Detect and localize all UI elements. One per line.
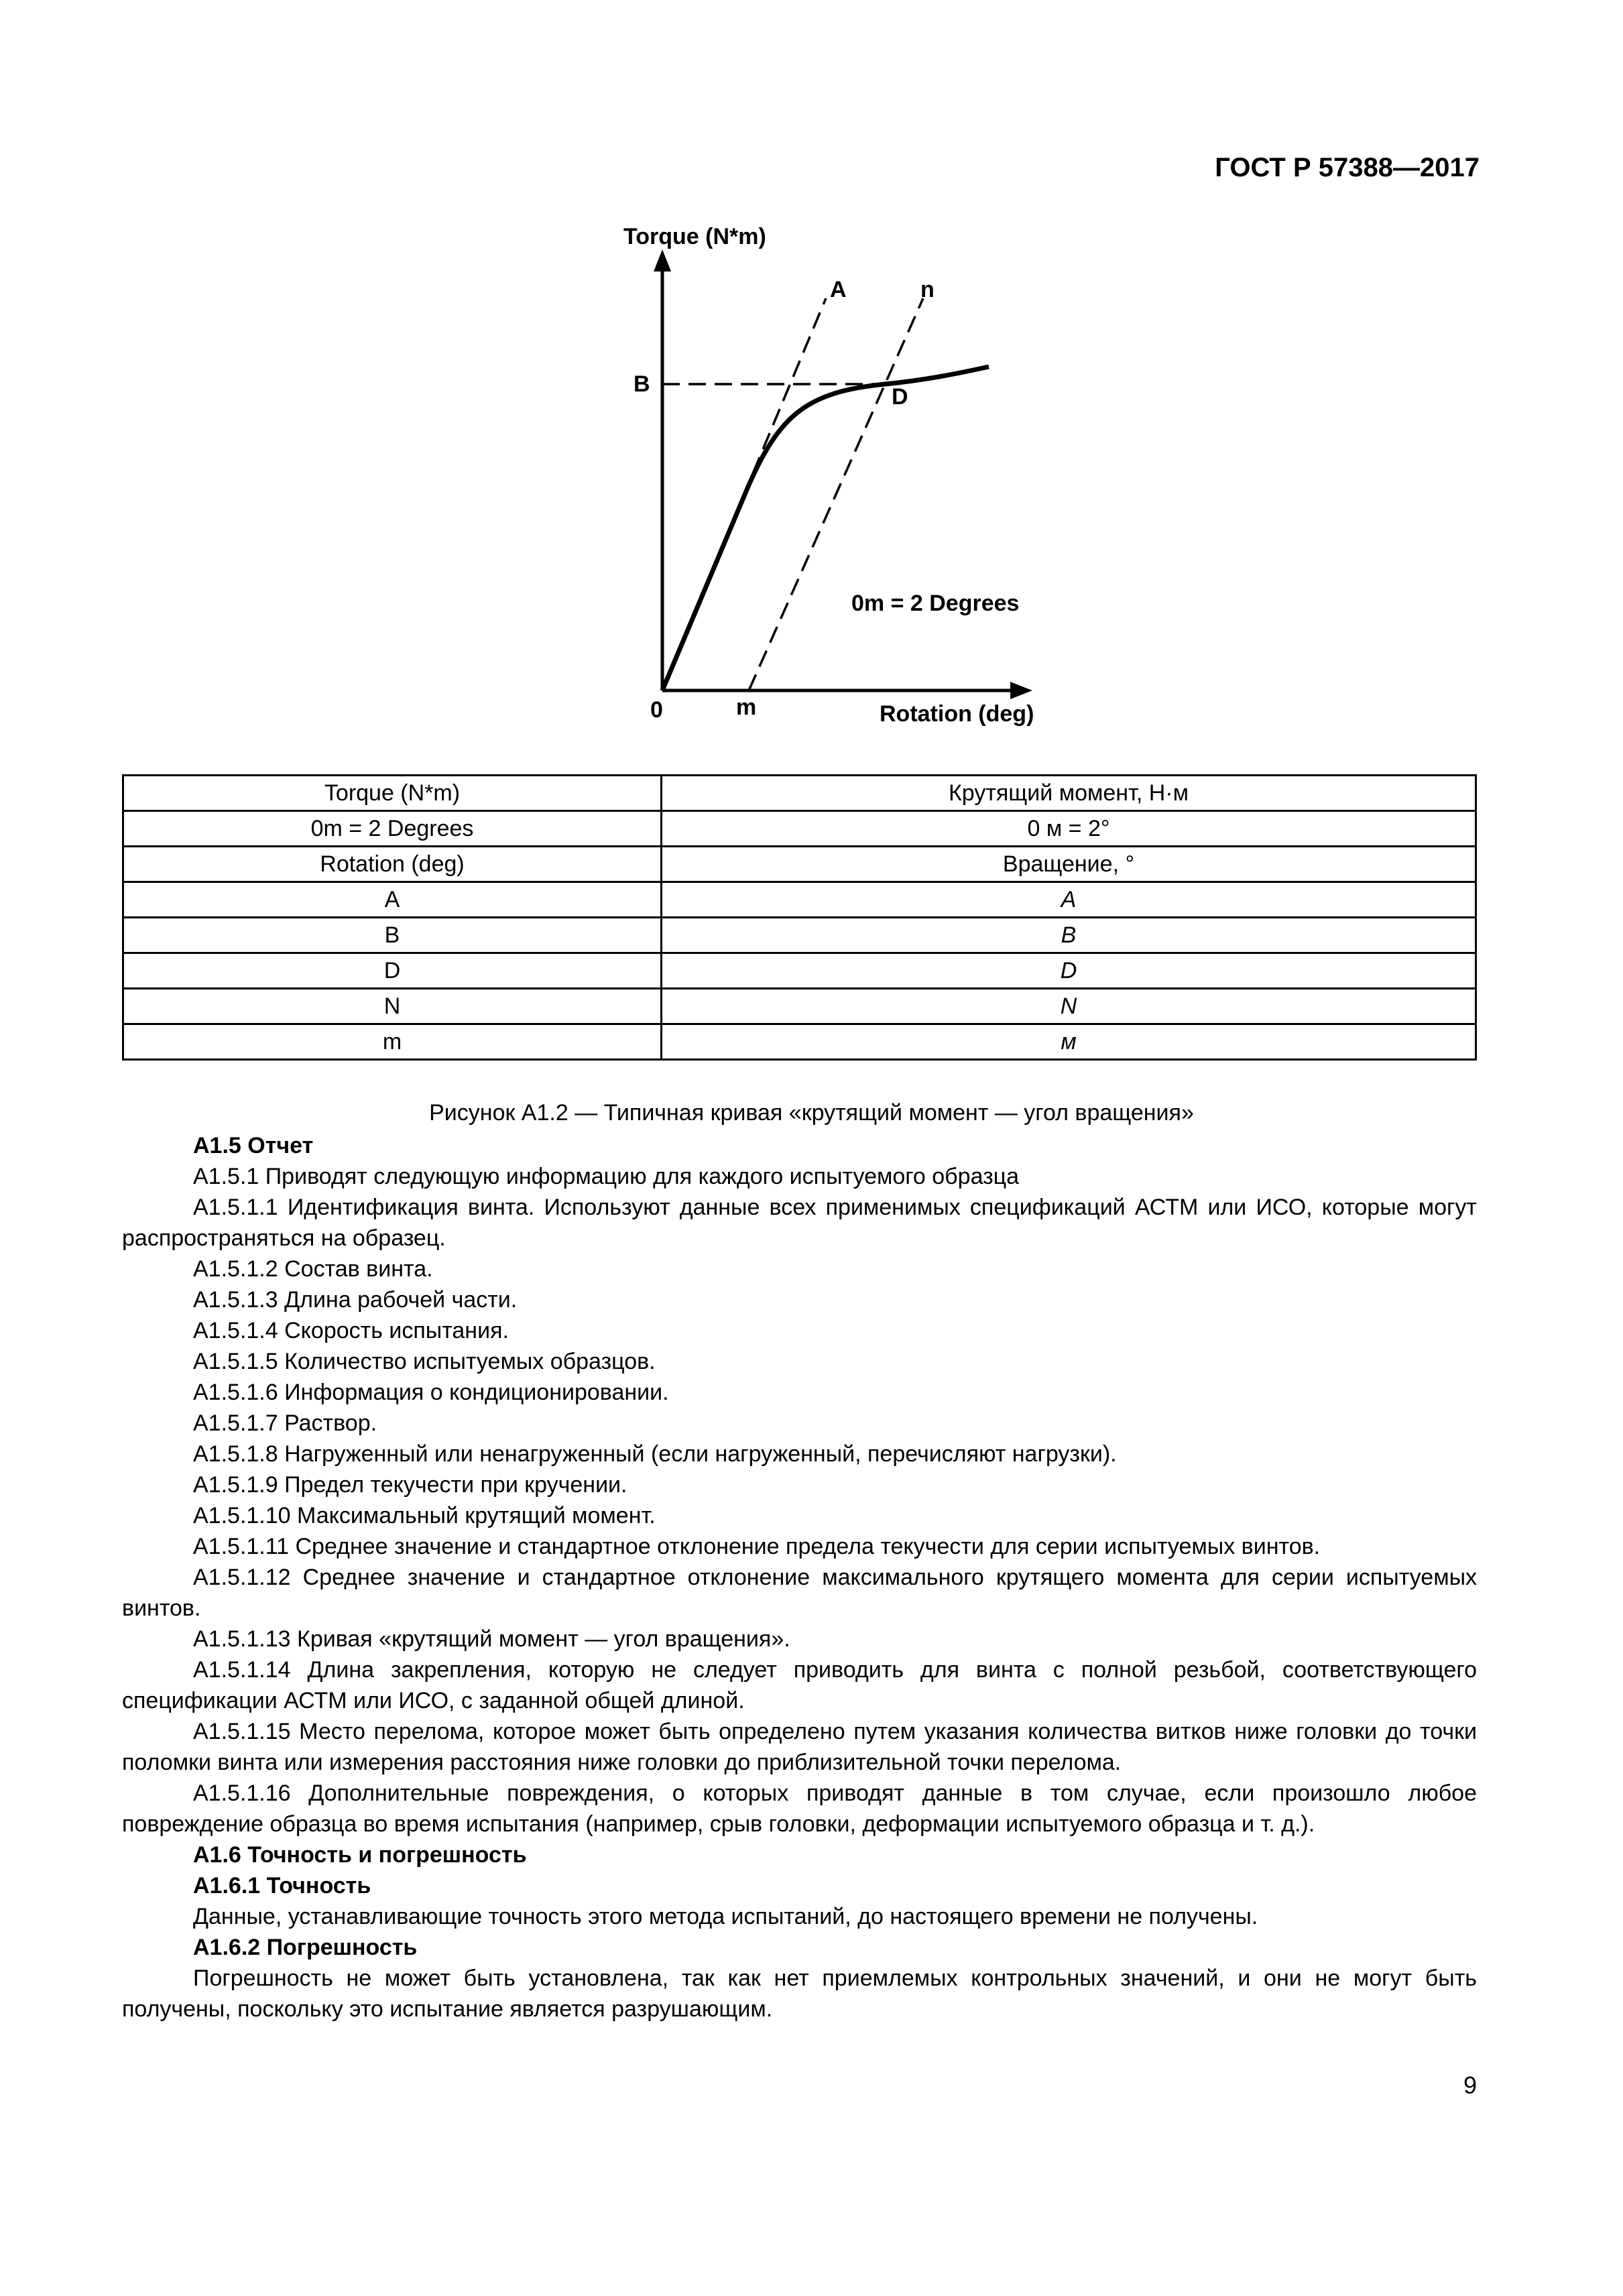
paragraph: А1.5.1.8 Нагруженный или ненагруженный (если нагруженный, перечисляют нагрузки).: [193, 1441, 1117, 1467]
document-id: ГОСТ Р 57388—2017: [1215, 153, 1480, 182]
level-b-label: B: [634, 371, 650, 397]
table-row: [123, 811, 1476, 847]
table-cell-en: D: [123, 953, 662, 989]
table-cell-ru: 0 м = 2°: [662, 811, 1476, 847]
paragraph: А1.5.1.4 Скорость испытания.: [193, 1318, 509, 1343]
y-axis-label: Torque (N*m): [623, 224, 766, 249]
paragraph: А1.5.1.10 Максимальный крутящий момент.: [193, 1503, 656, 1528]
paragraph: Погрешность не может быть установлена, так как нет приемлемых контрольных значений, и они не могут быть получены, поскольку это испытание является разрушающим.: [122, 1966, 1477, 2022]
paragraph: А1.5.1.15 Место перелома, которое может быть определено путем указания количества витков ниже головки до точки поломки винта или измерения расстояния ниже головки до приблизительной точки перелома.: [122, 1719, 1477, 1775]
subsection-heading: А1.6.1 Точность: [193, 1873, 371, 1898]
line-n: [749, 298, 923, 690]
table-cell-ru: Крутящий момент, H·м: [662, 776, 1476, 811]
table-cell-ru: D: [662, 953, 1476, 989]
paragraph: А1.5.1.9 Предел текучести при кручении.: [193, 1472, 627, 1498]
paragraph: А1.5.1.1 Идентификация винта. Используют данные всех применимых спецификаций АСТМ или ИСО, которые могут распространяться на образец.: [122, 1195, 1477, 1251]
paragraph: А1.5.1.14 Длина закрепления, которую не следует приводить для винта с полной резьбой, соответствующего спецификации АСТМ или ИСО, с заданной общей длиной.: [122, 1657, 1477, 1713]
x-axis-label: Rotation (deg): [880, 701, 1034, 727]
table-row: [123, 953, 1476, 989]
torque-rotation-diagram: [0, 0, 1623, 751]
paragraph: А1.5.1 Приводят следующую информацию для каждого испытуемого образца: [193, 1164, 1020, 1189]
table-cell-ru: B: [662, 918, 1476, 953]
table-row: [123, 847, 1476, 882]
table-row: [123, 989, 1476, 1024]
table-cell-en: Torque (N*m): [123, 776, 662, 811]
table-row: [123, 1024, 1476, 1060]
page-number: 9: [1463, 2071, 1477, 2099]
paragraph: А1.5.1.11 Среднее значение и стандартное отклонение предела текучести для серии испытуемых винтов.: [193, 1534, 1321, 1559]
subsection-heading: А1.6.2 Погрешность: [193, 1935, 418, 1960]
paragraph: А1.5.1.3 Длина рабочей части.: [193, 1287, 518, 1313]
section-heading: А1.6 Точность и погрешность: [193, 1842, 527, 1868]
paragraph: Данные, устанавливающие точность этого метода испытаний, до настоящего времени не получены.: [193, 1904, 1258, 1929]
paragraph: А1.5.1.7 Раствор.: [193, 1410, 377, 1436]
paragraph: А1.5.1.16 Дополнительные повреждения, о которых приводят данные в том случае, если произошло любое повреждение образца во время испытания (например, срыв головки, деформации испытуемого образца и т. д.).: [122, 1780, 1477, 1837]
line-n-label: n: [920, 277, 935, 302]
paragraph: А1.5.1.2 Состав винта.: [193, 1256, 433, 1282]
table-cell-en: A: [123, 882, 662, 918]
x-axis-arrow: [1010, 682, 1032, 699]
table-cell-en: B: [123, 918, 662, 953]
table-cell-ru: A: [662, 882, 1476, 918]
table-cell-ru: Вращение, °: [662, 847, 1476, 882]
table-cell-en: N: [123, 989, 662, 1024]
table-cell-en: Rotation (deg): [123, 847, 662, 882]
table-cell-en: m: [123, 1024, 662, 1060]
origin-label: 0: [650, 697, 663, 723]
point-d-label: D: [892, 384, 908, 410]
paragraph: А1.5.1.13 Кривая «крутящий момент — угол вращения».: [193, 1626, 790, 1652]
torque-curve: [662, 367, 989, 690]
paragraph: А1.5.1.12 Среднее значение и стандартное отклонение максимального крутящего момента для серии испытуемых винтов.: [122, 1565, 1477, 1621]
legend-table: [122, 774, 1477, 1061]
table-row: [123, 882, 1476, 918]
table-row: [123, 918, 1476, 953]
body-text: [122, 1130, 1477, 2025]
table-cell-ru: м: [662, 1024, 1476, 1060]
table-row: [123, 776, 1476, 811]
line-a-label: A: [830, 277, 847, 302]
paragraph: А1.5.1.5 Количество испытуемых образцов.: [193, 1349, 656, 1374]
m-label: m: [736, 694, 757, 720]
section-heading: А1.5 Отчет: [193, 1133, 314, 1158]
paragraph: А1.5.1.6 Информация о кондиционировании.: [193, 1380, 669, 1405]
table-cell-en: 0m = 2 Degrees: [123, 811, 662, 847]
annotation-label: 0m = 2 Degrees: [851, 591, 1020, 616]
y-axis-arrow: [654, 249, 671, 271]
figure-caption: Рисунок А1.2 — Типичная кривая «крутящий момент — угол вращения»: [429, 1100, 1194, 1126]
table-cell-ru: N: [662, 989, 1476, 1024]
